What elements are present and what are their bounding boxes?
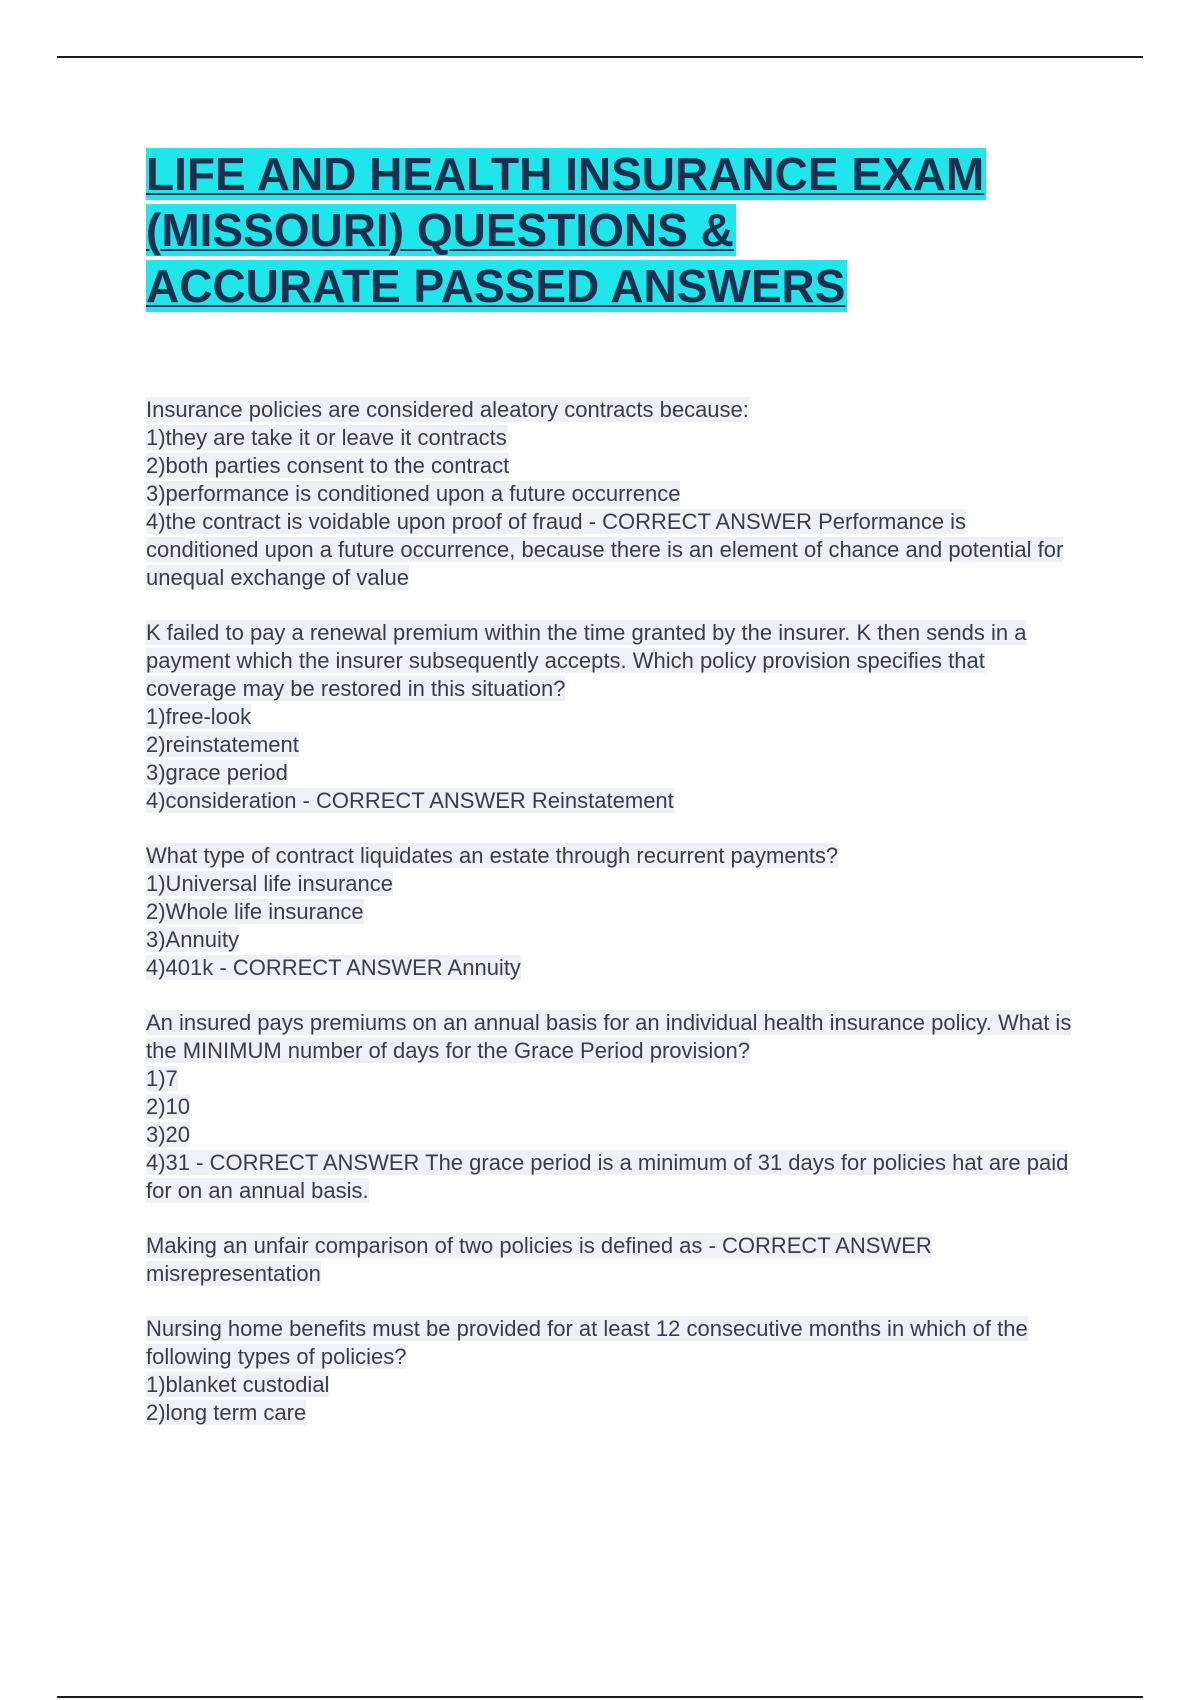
option: 2)long term care [146, 1400, 307, 1425]
title-line-1: LIFE AND HEALTH INSURANCE EXAM [146, 148, 985, 200]
option: 1)Universal life insurance [146, 871, 393, 896]
qa-item-1 [146, 396, 1081, 592]
option: 3)grace period [146, 760, 288, 785]
title-line-2: (MISSOURI) QUESTIONS & [146, 204, 734, 256]
qa-item-3 [146, 842, 1081, 982]
answer-line: 4)consideration - CORRECT ANSWER Reinstatement [146, 788, 674, 813]
option: 1)free-look [146, 704, 252, 729]
option: 3)20 [146, 1122, 191, 1147]
answer-line: 4)31 - CORRECT ANSWER The grace period is a minimum of 31 days for policies hat are paid for on an annual basis. [146, 1150, 1069, 1203]
answer-line: 4)401k - CORRECT ANSWER Annuity [146, 955, 521, 980]
qa-list [146, 396, 1081, 1454]
title-line-3: ACCURATE PASSED ANSWERS [146, 260, 846, 312]
option: 2)Whole life insurance [146, 899, 364, 924]
question-text: Nursing home benefits must be provided for at least 12 consecutive months in which of the following types of policies? [146, 1316, 1028, 1369]
option: 3)performance is conditioned upon a future occurrence [146, 481, 681, 506]
qa-item-4 [146, 1009, 1081, 1205]
question-text: What type of contract liquidates an estate through recurrent payments? [146, 843, 839, 868]
option: 2)both parties consent to the contract [146, 453, 510, 478]
option: 2)reinstatement [146, 732, 299, 757]
option: 1)blanket custodial [146, 1372, 330, 1397]
option: 1)they are take it or leave it contracts [146, 425, 507, 450]
answer-line: 4)the contract is voidable upon proof of fraud - CORRECT ANSWER Performance is conditioned upon a future occurrence, because there is an element of chance and potential for unequal exchange of value [146, 509, 1064, 590]
qa-item-5 [146, 1232, 1081, 1288]
option: 2)10 [146, 1094, 191, 1119]
question-text: An insured pays premiums on an annual basis for an individual health insurance policy. What is the MINIMUM number of days for the Grace Period provision? [146, 1010, 1072, 1063]
question-text: Making an unfair comparison of two policies is defined as - CORRECT ANSWER misrepresentation [146, 1233, 932, 1286]
option: 3)Annuity [146, 927, 239, 952]
document-title [146, 146, 1076, 314]
question-text: Insurance policies are considered aleatory contracts because: [146, 397, 749, 422]
qa-item-2 [146, 619, 1081, 815]
footer-rule [57, 1696, 1143, 1698]
option: 1)7 [146, 1066, 178, 1091]
header-rule [57, 56, 1143, 58]
question-text: K failed to pay a renewal premium within the time granted by the insurer. K then sends in a payment which the insurer subsequently accepts. Which policy provision specifies that coverage may be restored in this situation? [146, 620, 1027, 701]
qa-item-6 [146, 1315, 1081, 1427]
